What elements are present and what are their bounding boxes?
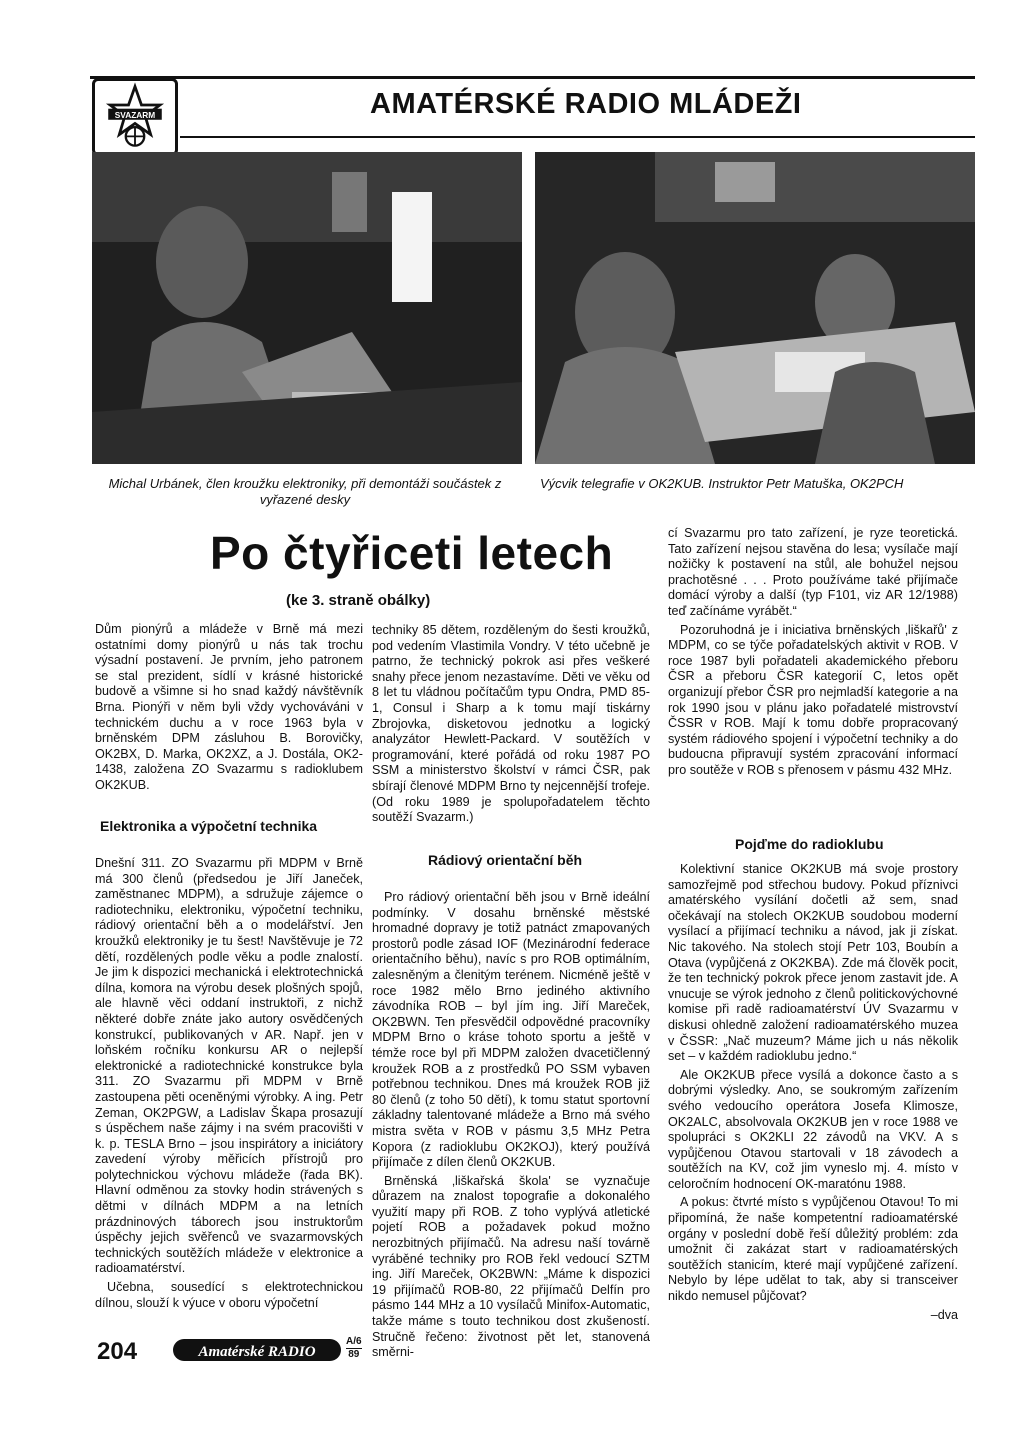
article-subtitle: (ke 3. straně obálky) [286,592,431,609]
photo-telegraphy-training [535,152,975,464]
paragraph: Brněnská ‚liškařská škola' se vyznačuje důrazem na znalost topografie a dokonalého využití mapy při ROB. Z toho vyplývá atletické pojetí ROB a požadavek pokud možno nerozbitných přijímačů. Na adresu naší továrně vyráběné techniky pro ROB řekl vedoucí SZTM ing. Jiří Mareček, OK2BWN: „Máme k dispozici 19 přijímačů ROB-80, 22 přijímačů Delfín pro pásmo 144 MHz a 10 vysílačů Minifox-Automatic, takže máme s touto technikou dost zkušeností. Stručně řečeno: životnost pět let, stanovená směrni- [372,1173,650,1360]
column-1 [95,622,363,797]
paragraph: techniky 85 dětem, rozděleným do šesti kroužků, pod vedením Vlastimila Vondry. V této učebně je patrno, že technický pokrok asi přes veškeré snahy přece jenom nezastavíme. Děti ve věku od 8 let tu vládnou počítačům typu Ondra, PMD 85-1, Consul i Sharp a k tomu mají tiskárny Zbrojovka, disketovou jednotku a logický analyzátor Hewlett-Packard. V soutěžích v programování, které pořádá od roku 1987 PO SSM a ministerstvo školství v rámci ČSR, pak sbírají členové MDPM Brno ty nejcennější trofeje. (Od roku 1989 je spolupořadatelem těchto soutěží Svazarm.) [372,623,650,825]
paragraph: Dnešní 311. ZO Svazarmu při MDPM v Brně má 300 členů (předsedou je Jiří Janeček, zaměstnanec MDPM), a sdružuje zájemce o radiotechniku, elektroniku, výpočetní techniku, rádiový orientační běh a o modelářství. Jen kroužků elektroniky je tu šest! Navštěvuje je 72 dětí, rozdělených podle věku a podle znalostí. Je jim k dispozici mechanická i elektrotechnická dílna, komora na výrobu desek plošných spojů, ale hlavně věci oddaní instruktoři, z nichž některé dobře znáte jako autory osvědčených konstrukcí, publikovaných v AR. Např. jen v loňském ročníku konkursu AR o nejlepší elektronické a radiotechnické konstrukce byla 311. ZO Svazarmu při MDPM v Brně zastoupena pěti oceněnými výrobky. A ing. Petr Zeman, OK2PGW, a Ladislav Škapa prosazují s úspěchem naše zájmy i na svém pracovišti v k. p. TESLA Brno – jsou inspirátory a iniciátory zavedení výroby měřicích přístrojů pro polytechnickou výchovu mládeže (řada BK). Hlavní odměnou za stovky hodin strávených s dětmi v dílnách MDPM a na letních prázdninových táborech jsou instruktorům úspěchy jejich svěřenců ve svazarmovských technických soutěžích mládeže v elektronice a radioamatérství. [95,856,363,1276]
column-2 [372,623,650,829]
paragraph: Učebna, sousedící s elektrotechnickou dílnou, slouží k výuce v oboru výpočetní [95,1280,363,1310]
section-heading-orienteering: Rádiový orientační běh [428,852,583,868]
page-number: 204 [97,1338,138,1365]
svazarm-logo [92,78,178,156]
paragraph: Kolektivní stanice OK2KUB má svoje prostory samozřejmě pod střechou budovy. Pokud příznivci amatérského vysílání dočetli až sem, snad očekávají na stolech OK2KUB soudobou moderní vysílací a přijímací techniku a návod, jak ji získat. Nic takového. Na stolech stojí Petr 103, Boubín a Otava (vypůjčená z OK2KBA). Zde má člověk pocit, že ten technický pokrok přece jenom zastavit jde. A vnucuje se výrok jednoho z členů politickovýchovné komise při radě radioamatérství ÚV Svazarmu v diskusi ohledně založení radioamatérského muzea v ČSSR: „Nač muzeum? Máme jich u nás několik set – v každém radioklubu jedno.“ [668,862,958,1064]
logo-text: SVAZARM [114,109,156,120]
paragraph: A pokus: čtvrté místo s vypůjčenou Otavou! To mi připomíná, že naše kompetentní radioamatérské orgány v poslední době řeší důležitý problém: zda umožnit či zakázat start v radioamatérských soutěžích stanicím, které mají vypůjčené zařízení. Nebylo by lépe udělat to tak, aby si transceiver nikdo nemusel půjčovat? [668,1195,958,1304]
photo-left-caption: Michal Urbánek, člen kroužku elektroniky, při demontáži součástek z vyřazené desky [108,476,502,507]
section-heading-electronics: Elektronika a výpočetní technika [100,818,318,834]
header-rule-bottom [180,136,975,138]
column-2-lower [372,890,650,1364]
magazine-section-title: AMATÉRSKÉ RADIO MLÁDEŽI [370,88,802,120]
column-3-lower [668,862,958,1326]
paragraph: cí Svazarmu pro tato zařízení, je ryze teoretická. Tato zařízení nejsou stavěna do lesa; vysílače mají nožičky k postavení na stůl, ale bohužel nejsou prachotěsné . . . Proto používáme také přijímače domácí výroby a další (typ F101, viz AR 12/1988) teď začínáme vyrábět.“ [668,526,958,618]
amaterske-radio-logo [172,1336,342,1364]
author-signature: –dva [930,1307,958,1322]
footer-logo-text: Amatérské RADIO [198,1344,316,1360]
column-1-lower [95,856,363,1314]
paragraph: Pro rádiový orientační běh jsou v Brně ideální podmínky. V dosahu brněnské městské hromadné dopravy je totiž patnáct zmapovaných prostorů podle zásad IOF (Mezinárodní federace orientačního běhu), navíc s pro ROB optimálním, zalesněným a členitým terénem. Nicméně ještě v roce 1982 mělo Brno jediného aktivního závodníka ROB – byl jím ing. Jiří Mareček, OK2BWN. Ten přesvědčil odpovědné pracovníky MDPM Brno o kráse tohoto sportu a ještě v témže roce byl při MDPM založen dvacetičlenný kroužek ROB a z prostředků PO SSM vybaven potřebnou technikou. Dnes má kroužek ROB již 80 členů (z toho 50 dětí), k tomu statut sportovní základny talentované mládeže a Brno má svého mistra světa v ROB v pásmu 3,5 MHz Petra Kopora (z radioklubu OK2KOJ), který používá přijímače z dílen členů OK2KUB. [372,890,650,1170]
photo-right-caption: Výcvik telegrafie v OK2KUB. Instruktor Petr Matuška, OK2PCH [540,476,904,491]
issue-top: A/6 [346,1336,362,1347]
issue-bottom: 89 [346,1348,362,1361]
article-title: Po čtyřiceti letech [210,527,614,579]
section-heading-radioclub: Pojďme do radioklubu [735,836,884,852]
paragraph: Ale OK2KUB přece vysílá a dokonce často a s dobrými výsledky. Ano, se soukromým zařízením svého vedoucího operátora Josefa Klimosze, OK2ALC, absolvovala OK2KUB jen v roce 1988 ve spolupráci s OK2KLI 22 závodů na VKV. A s vypůjčenou Otavou startovali v 18 závodech a soutěžích na KV, což jim vyneslo mj. 4. místo v celoročním hodnocení OK-maratónu 1988. [668,1067,958,1191]
column-3 [668,526,958,782]
issue-number [346,1336,362,1361]
photo-student-desoldering [92,152,522,464]
header-rule-top [90,76,975,79]
paragraph: Pozoruhodná je i iniciativa brněnských ‚liškařů' z MDPM, co se týče pořadatelských aktivit v ROB. V roce 1987 byli pořadateli akademického přeboru ČSR a přeboru ČSR kategorií C, letos opět organizují přebor ČSR pro nejmladší kategorie a na rok 1990 jsou v plánu jako pořadatelé mistrovství ČSSR v ROB. Mají k tomu dobře propracovaný systém rádiového spojení i výpočetní techniky a do budoucna připravují systém zpracování informací pro soutěže v ROB s přenosem v pásmu 432 MHz. [668,622,958,777]
paragraph: Dům pionýrů a mládeže v Brně má mezi ostatními domy pionýrů u nás tak trochu výsadní postavení. Je prvním, jeho patronem se stal prezident, sídlí v krásné historické budově a všimne si ho snad každý návštěvník Brna. Pionýři v něm byli vždy vychováváni v technickém duchu a v roce 1963 byla v brněnském DPM zásluhou B. Borovičky, OK2BX, D. Marka, OK2XZ, a J. Dostála, OK2-1438, založena ZO Svazarmu s radioklubem OK2KUB. [95,622,363,792]
